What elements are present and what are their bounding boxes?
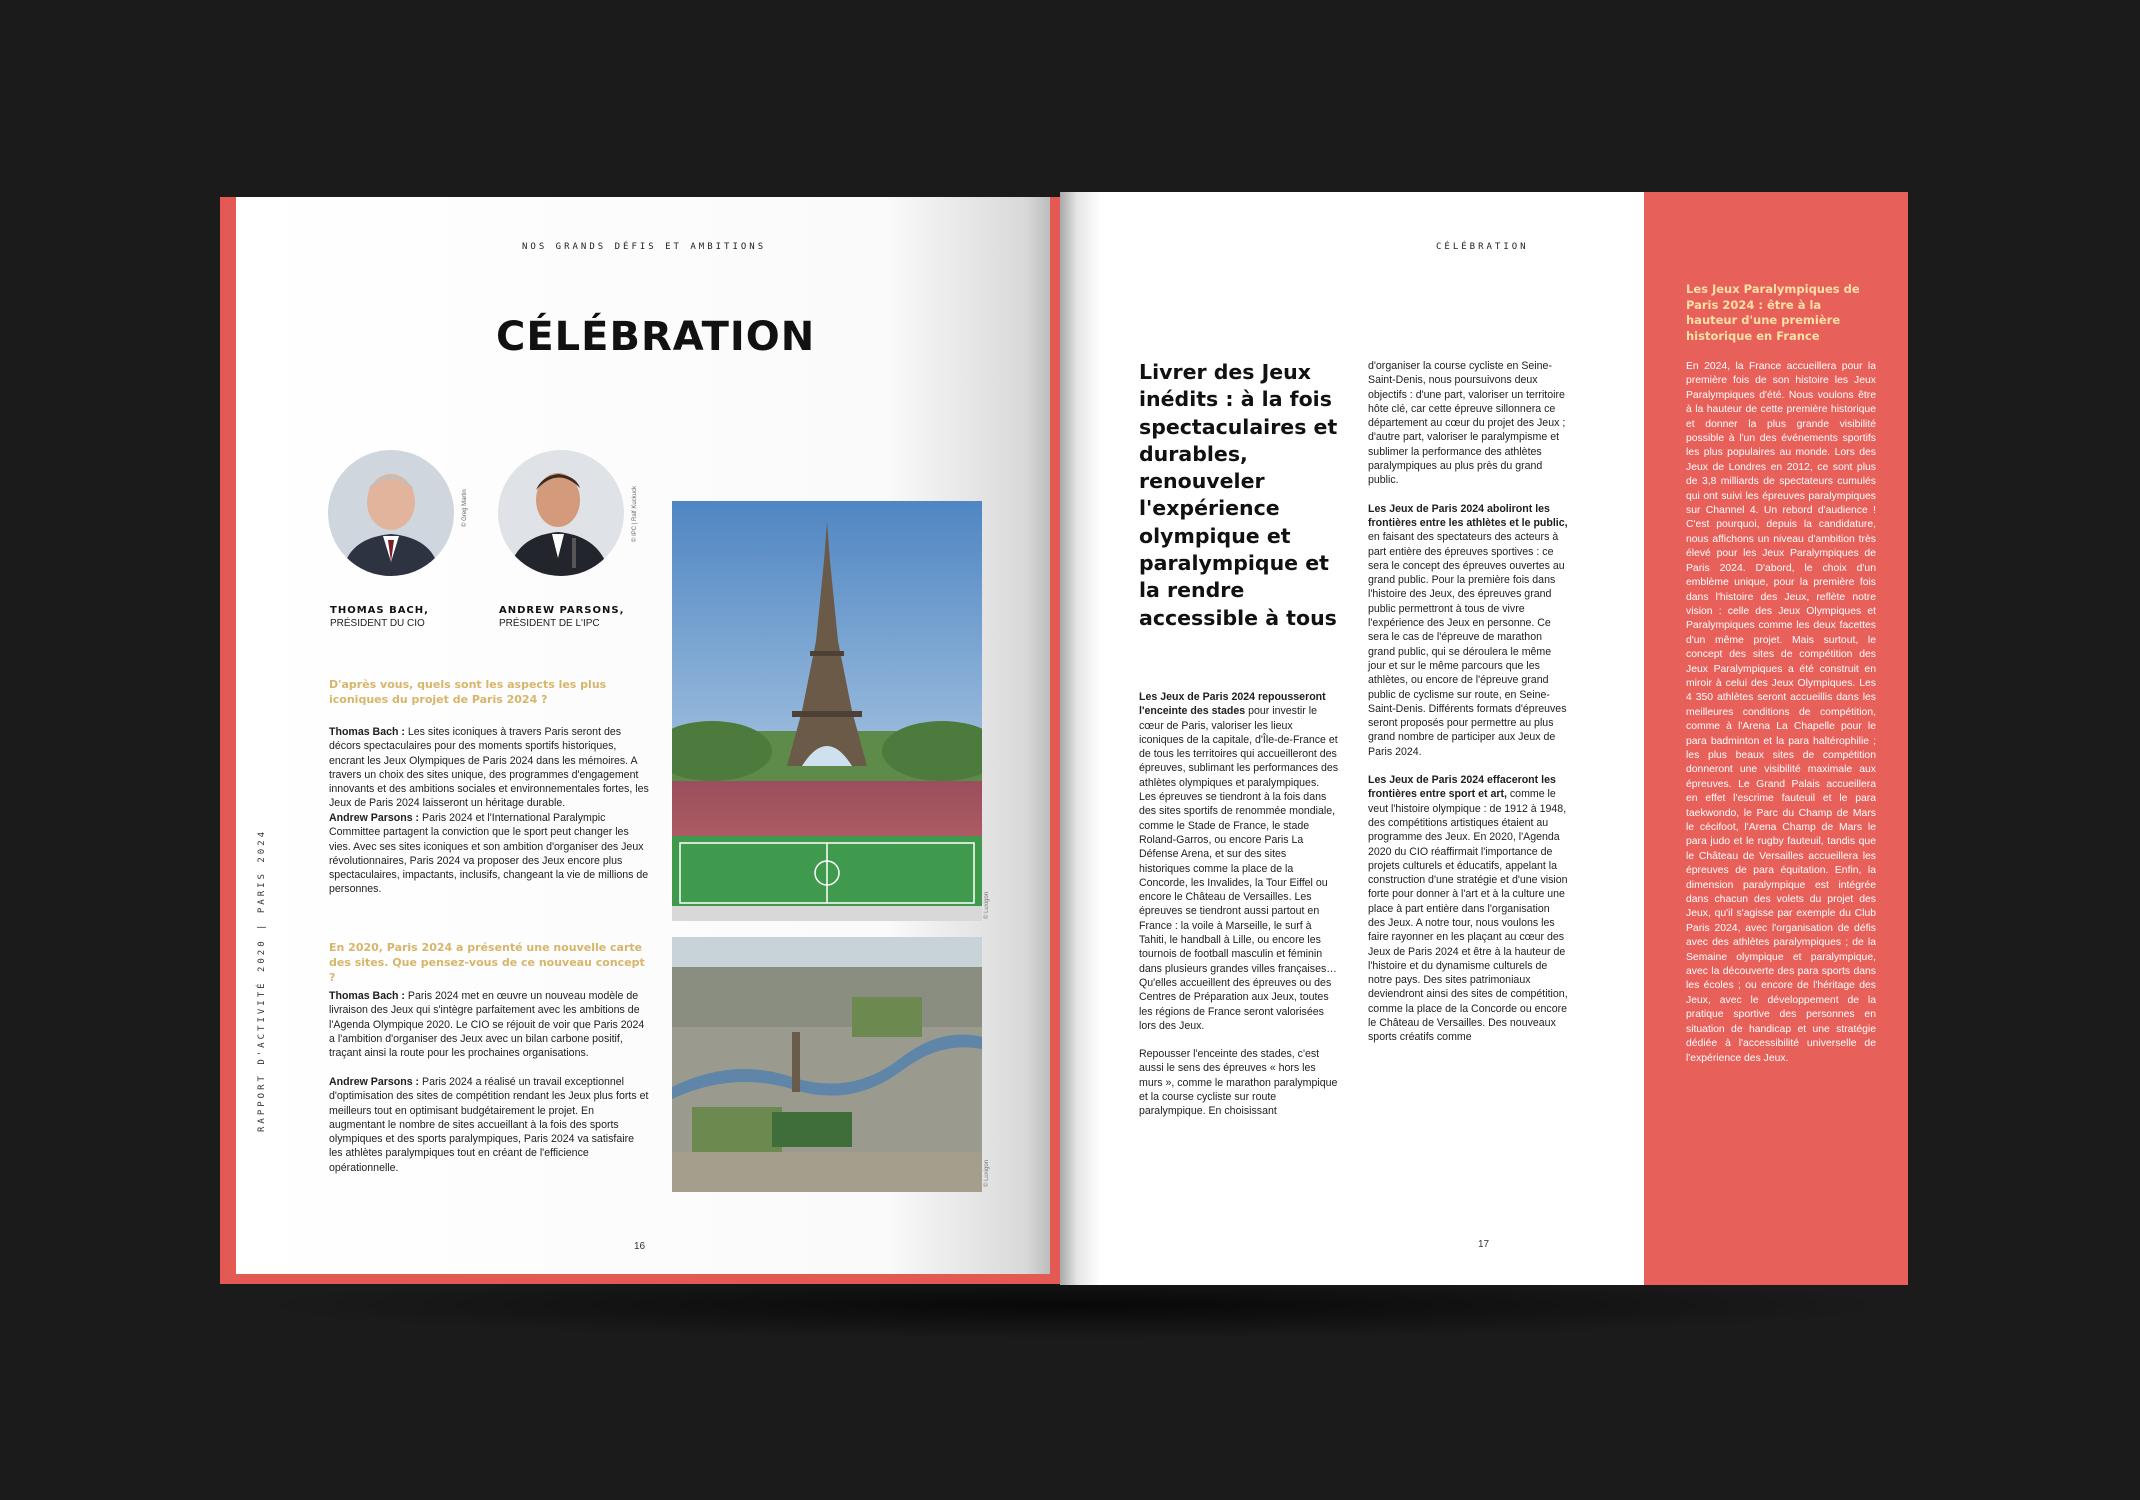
portrait-credit-bach: © Greg Martin [462,489,468,527]
speaker-bach: Thomas Bach : [329,726,405,738]
right-page [1060,192,1644,1285]
paragraph-text: pour investir le cœur de Paris, valoriser les lieux iconiques de la capitale, d'Île-de-France et de tous les territoires qui accueilleront des épreuves, sublimant les performances des athlètes olympiques et paralympiques. Les épreuves se tiendront à la fois dans des sites sportifs de renommée mondiale, comme le Stade de France, le stade Roland-Garros, ou encore Paris La Défense Arena, et sur des sites historiques comme la place de la Concorde, les Invalides, la Tour Eiffel ou encore le Château de Versailles. Les épreuves se tiendront aussi partout en France : la voile à Marseille, le surf à Tahiti, le handball à Lille, ou encore les tournois de football masculin et féminin dans plusieurs grandes villes françaises… Qu'elles accueillent des épreuves ou des Centres de Préparation aux Jeux, toutes les régions de France seront valorisées lors des Jeux. [1139,705,1339,1032]
paragraph [1368,773,1568,1045]
page-title: CÉLÉBRATION [496,314,816,360]
person-name-bach: THOMAS BACH, [330,605,429,616]
answer-2-bach [329,989,649,1060]
aerial-paris-photo [672,937,982,1192]
lead-bold: Les Jeux de Paris 2024 effaceront les frontières entre sport et art, [1368,774,1556,801]
answer-1-bach [329,725,649,811]
speaker-bach: Thomas Bach : [329,990,405,1002]
speaker-parsons: Andrew Parsons : [329,1076,420,1088]
page-number-left: 16 [634,1241,646,1252]
paragraph: d'organiser la course cycliste en Seine-Saint-Denis, nous poursuivons deux objectifs : d'une part, valoriser un territoire hôte clé, car cette épreuve sillonnera ce département au cœur du projet des Jeux ; d'autre part, valoriser le paralympisme et sublimer la performance des athlètes paralympiques au plus près du grand public. [1368,360,1566,487]
right-running-head: CÉLÉBRATION [1436,242,1529,252]
speaker-parsons: Andrew Parsons : [329,812,420,824]
person-name-parsons: ANDREW PARSONS, [499,605,625,616]
lead-bold: Les Jeux de Paris 2024 repousseront l'enceinte des stades [1139,691,1326,718]
person-role-parsons: PRÉSIDENT DE L'IPC [499,618,600,629]
person-role-bach: PRÉSIDENT DU CIO [330,618,425,629]
interview-question-2: En 2020, Paris 2024 a présenté une nouvelle carte des sites. Que pensez-vous de ce nouveau concept ? [329,941,645,984]
paragraph-text: comme le veut l'histoire olympique : de 1912 à 1948, des compétitions artistiques étaient au programme des Jeux. En 2020, l'Agenda 2020 du CIO réaffirmait l'importance de projets culturels et éducatifs, appelant la construction d'une stratégie et d'une vision forte pour donner à l'art et à la culture une place à part entière dans l'organisation des Jeux. A notre tour, nous voulons les faire rayonner en les plaçant au cœur des Jeux de Paris 2024 et être à la hauteur de l'histoire et du dynamisme culturels de notre pays. Des sites patrimoniaux deviendront ainsi des sites de compétition, comme la place de la Concorde ou encore le Château de Versailles. Des nouveaux sports créatifs comme [1368,788,1568,1044]
answer-1-parsons [329,811,649,897]
paragraph [1368,502,1568,759]
article-column-2 [1368,359,1568,1059]
sidebar-title: Les Jeux Paralympiques de Paris 2024 : être à la hauteur d'une première historique en France [1686,282,1860,343]
photo-credit-1: © Luxigon [984,891,990,919]
page-number-right: 17 [1478,1239,1490,1250]
answer-text: Paris 2024 met en œuvre un nouveau modèle de livraison des Jeux qui s'intègre parfaitement avec les ambitions de l'Agenda Olympique 2020. Le CIO se réjouit de voir que Paris 2024 a l'ambition d'organiser des Jeux avec un bilan carbone positif, traçant ainsi la route pour les prochaines organisations. [329,990,645,1060]
paragraph [1139,690,1339,1033]
lead-bold: Les Jeux de Paris 2024 aboliront les frontières entre les athlètes et le public, [1368,502,1568,529]
answer-text: Paris 2024 a réalisé un travail exceptionnel d'optimisation des sites de compétition rendant les Jeux plus forts et meilleurs tout en optimisant budgétairement le projet. En augmentant le nombre de sites accueillant à la fois des sports olympiques et des sports paralympiques, Paris 2024 va satisfaire les athlètes paralympiques tout en créant de l'efficience opérationnelle. [329,1076,649,1174]
portrait-thomas-bach [328,450,454,576]
vertical-running-title: RAPPORT D'ACTIVITÉ 2020 | PARIS 2024 [257,828,267,1132]
paralympic-sidebar [1644,192,1908,1285]
photo-credit-2: © Luxigon [984,1159,990,1187]
left-running-head: NOS GRANDS DÉFIS ET AMBITIONS [522,242,767,252]
article-title: Livrer des Jeux inédits : à la fois spectaculaires et durables, renouveler l'expérience olympique et paralympique et la rendre accessible à tous [1139,360,1338,630]
eiffel-tower-stadium-photo [672,501,982,921]
interview-question-1: D'après vous, quels sont les aspects les plus iconiques du projet de Paris 2024 ? [329,678,607,706]
left-page [236,197,1050,1274]
sidebar-body: En 2024, la France accueillera pour la première fois de son histoire les Jeux Paralympiques d'été. Nous voulons être à la hauteur de cette première historique et donner la plus grande visibilité possible à l'un des événements sportifs les plus populaires au monde. Lors des Jeux de Londres en 2012, ce sont plus de 3,8 milliards de spectateurs cumulés qui ont suivi les épreuves paralympiques sur Channel 4. Un rebord d'audience ! C'est pourquoi, depuis la candidature, nous affichons un niveau d'ambition très élevé pour les Jeux Paralympiques de Paris 2024. D'abord, le choix d'un emblème unique, pour la première fois dans l'histoire des Jeux, reflète notre vision : celle des Jeux Olympiques et Paralympiques comme les deux facettes d'un même projet. Mais surtout, le concept des sites de compétition des Jeux Paralympiques a été construit en miroir à celui des Jeux Olympiques. Les 4 350 athlètes seront accueillis dans les meilleures conditions de compétition, comme à l'Arena La Chapelle pour le para badminton et la para haltérophilie ; les plus beaux sites de compétition donneront une visibilité maximale aux épreuves. Le Grand Palais accueillera en effet l'escrime fauteuil et le para taekwondo, le Parc du Champ de Mars le cécifoot, l'Arena Champ de Mars le para judo et le rugby fauteuil, tandis que le Château de Versailles accueillera les épreuves de para équitation. Enfin, la dimension paralympique est intégrée dans chacun des volets du projet des Jeux, qu'il s'agisse par exemple du Club Paris 2024, avec l'organisation de défis avec des athlètes paralympiques ; de la Semaine olympique et paralympique, avec la découverte des para sports dans les écoles ; ou encore de l'héritage des Jeux, avec le développement de la pratique sportive des personnes en situation de handicap et une stratégie dédiée à l'accessibilité universelle de l'expérience des Jeux. [1686,361,1876,1064]
answer-2-parsons [329,1075,649,1175]
answer-text: Les sites iconiques à travers Paris seront des décors spectaculaires pour des moments sportifs historiques, encrant les Jeux Olympiques de Paris 2024 dans les mémoires. A travers un choix des sites unique, des programmes d'engagement innovants et des ambitions sociales et environnementales fortes, les Jeux de Paris 2024 laisseront un héritage durable. [329,726,649,810]
article-column-1 [1139,690,1339,1133]
portrait-andrew-parsons [498,450,624,576]
paragraph: Repousser l'enceinte des stades, c'est aussi le sens des épreuves « hors les murs », comme le marathon paralympique et la course cycliste sur route paralympique. En choisissant [1139,1048,1338,1118]
paragraph-text: en faisant des spectateurs des acteurs à part entière des épreuves sportives : ce sera le concept des épreuves ouvertes au grand public. Pour la première fois dans l'histoire des Jeux, des épreuves grand public permettront à tous de vivre l'expérience des Jeux en personne. Ce sera le cas de l'épreuve de marathon grand public, qui se déroulera le même jour et sur le même parcours que les athlètes, ou encore de l'épreuve grand public de cyclisme sur route, en Seine-Saint-Denis. Différents formats d'épreuves seront proposés pour permettre au plus grand nombre de participer aux Jeux de Paris 2024. [1368,531,1567,758]
answer-text: Paris 2024 et l'International Paralympic Committee partagent la conviction que le sport peut changer les vies. Avec ses sites iconiques et son ambition d'organiser des Jeux révolutionnaires, Paris 2024 va proposer des Jeux encore plus spectaculaires, impactants, inclusifs, changeant la vie de millions de personnes. [329,812,649,896]
portrait-credit-parsons: © IPC | Ralf Kuckuck [632,486,638,542]
